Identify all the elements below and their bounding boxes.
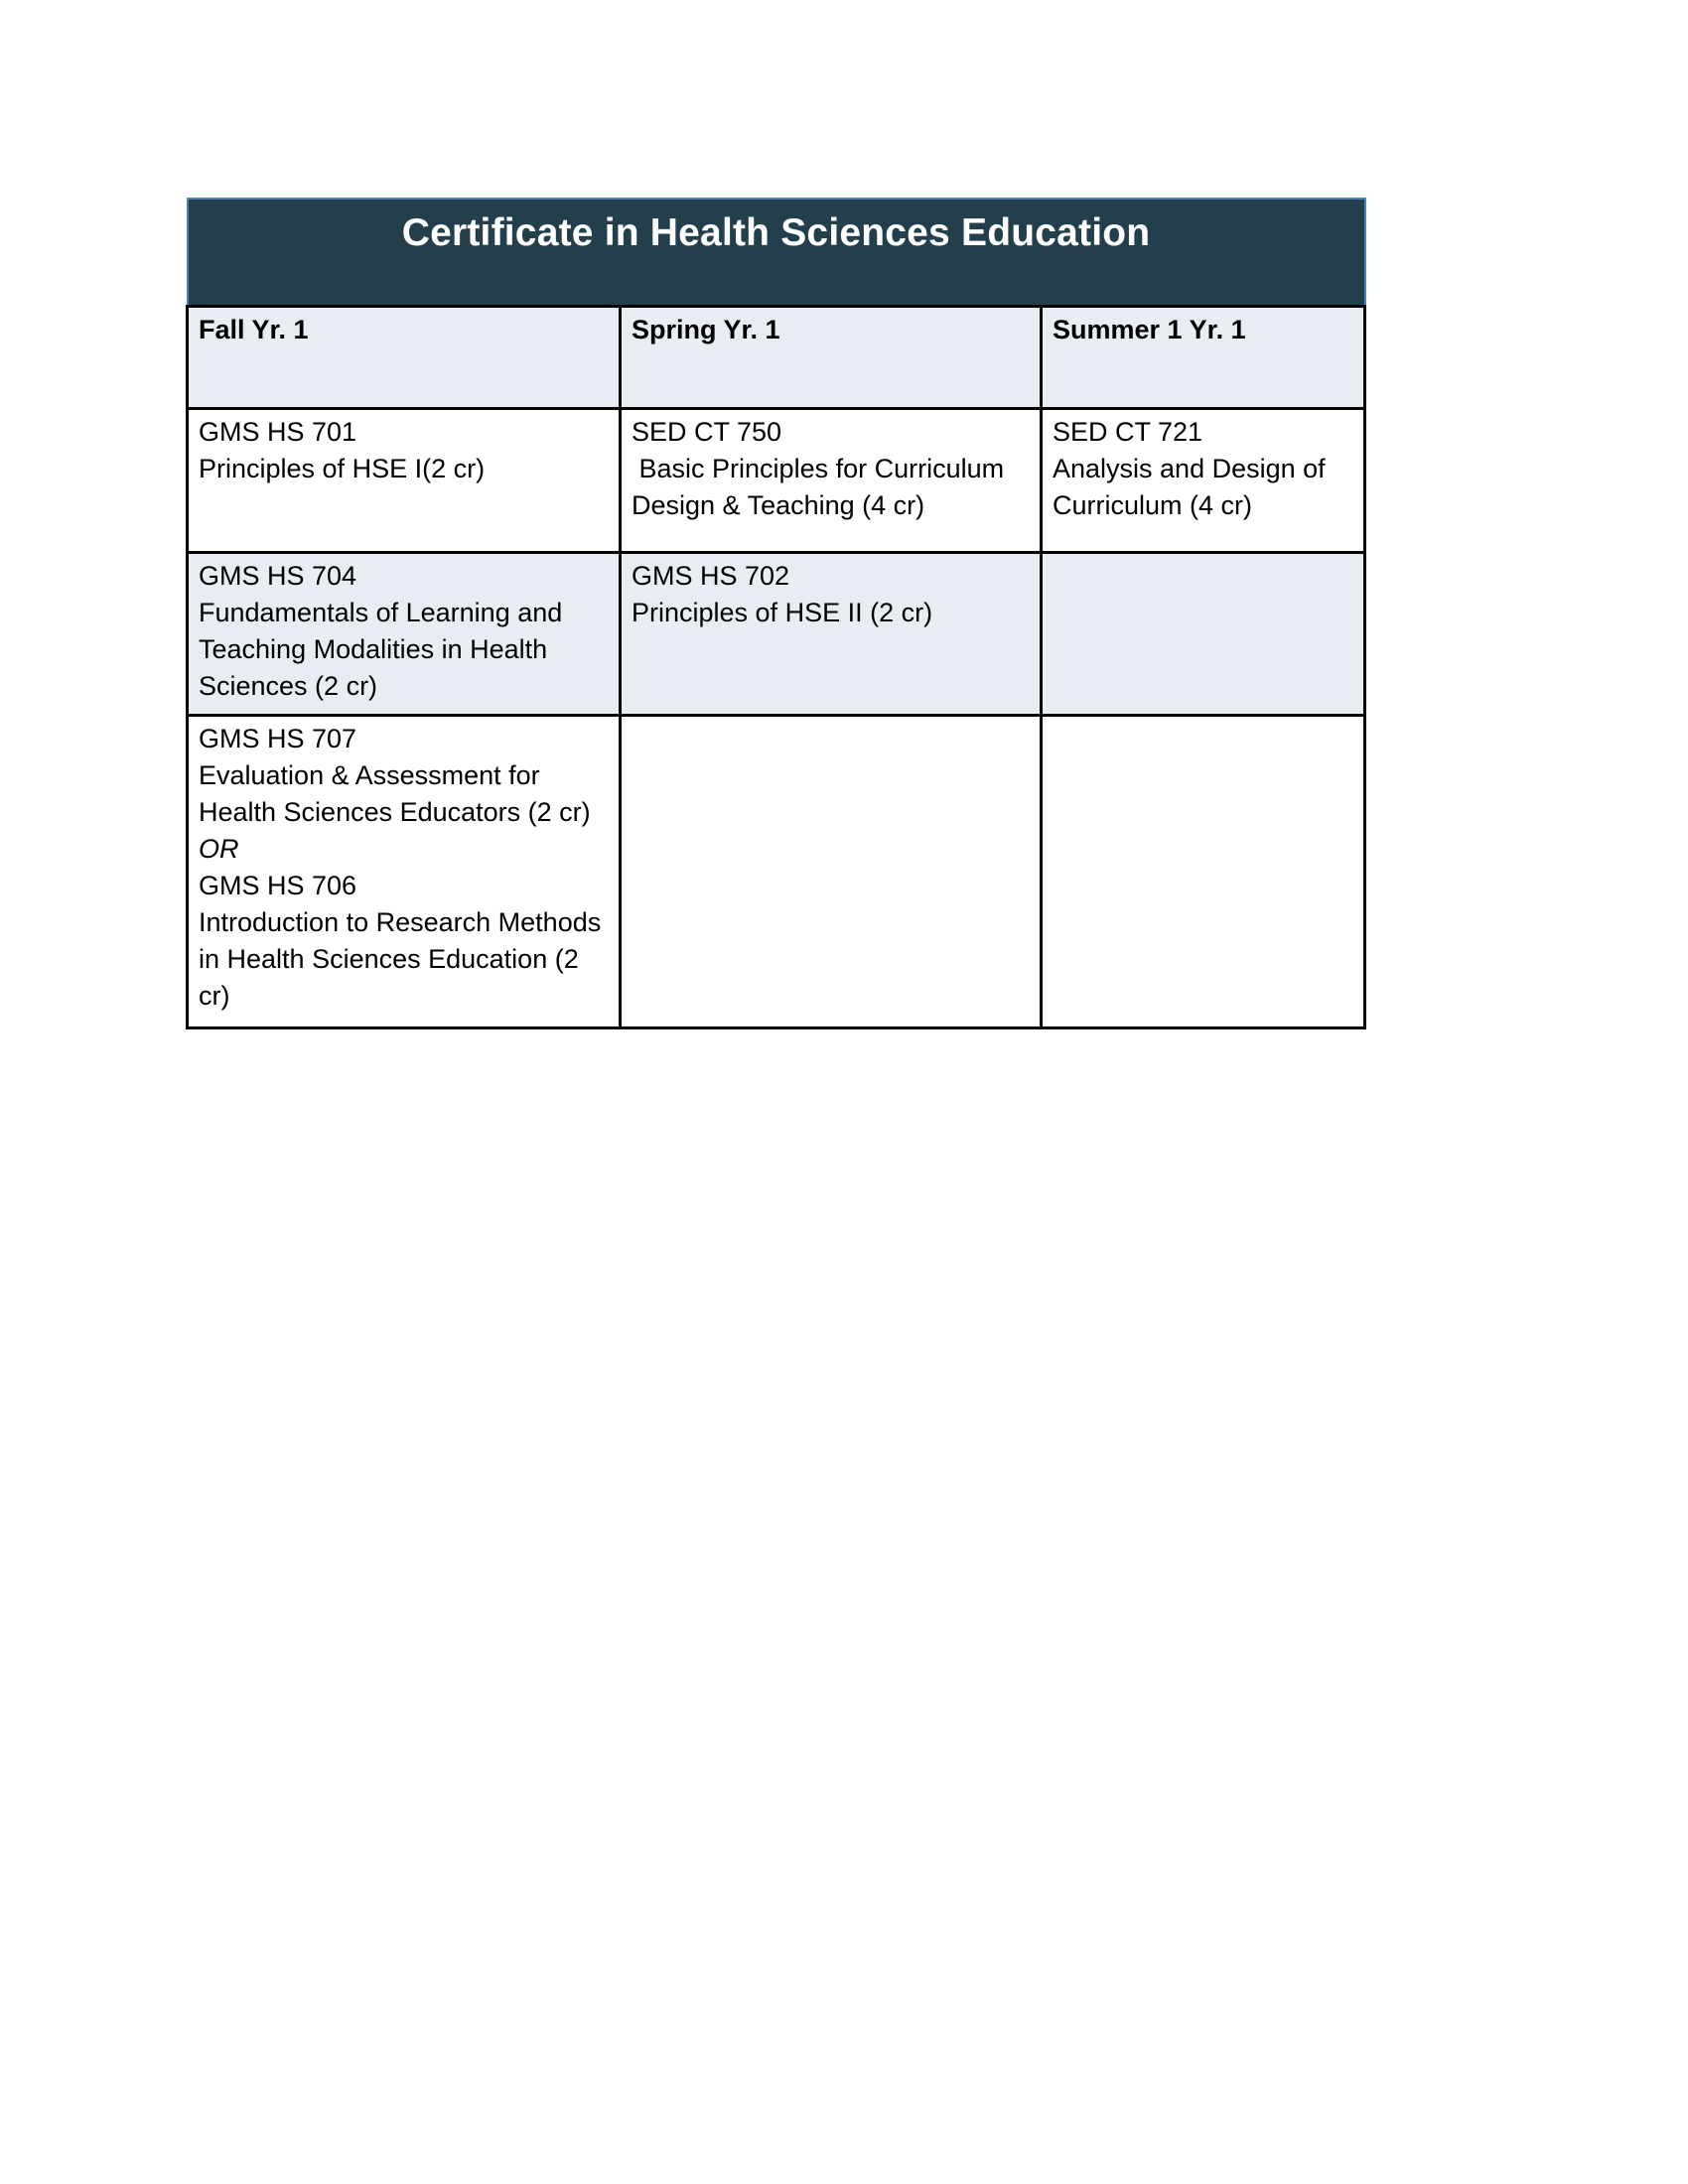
term-header-summer <box>1042 307 1365 409</box>
term-header-spring <box>621 307 1042 409</box>
empty-cell-summer-2 <box>1042 553 1365 716</box>
term-header-fall <box>188 307 621 409</box>
term-label: Summer 1 Yr. 1 <box>1053 315 1246 344</box>
course-code: SED CT 721 <box>1053 417 1203 447</box>
course-name: Analysis and Design of Curriculum (4 cr) <box>1053 454 1326 520</box>
course-code: SED CT 750 <box>632 417 782 447</box>
course-name: Basic Principles for Curriculum Design & Teaching (4 cr) <box>632 454 1012 520</box>
table-title: Certificate in Health Sciences Education <box>401 211 1151 254</box>
alt-course-name: Introduction to Research Methods in Health Sciences Education (2 cr) <box>199 907 602 1011</box>
course-name: Evaluation & Assessment for Health Sciences Educators (2 cr) <box>199 760 591 827</box>
course-option-connector: OR <box>199 834 239 864</box>
course-name: Principles of HSE II (2 cr) <box>632 598 933 627</box>
alt-course-code: GMS HS 706 <box>199 871 357 900</box>
course-cell-summer-1 <box>1042 409 1365 553</box>
course-code: GMS HS 704 <box>199 561 357 591</box>
course-name: Fundamentals of Learning and Teaching Modalities in Health Sciences (2 cr) <box>199 598 563 701</box>
certificate-course-table <box>186 198 1366 1029</box>
table-title-cell <box>188 199 1365 307</box>
course-cell-spring-2 <box>621 553 1042 716</box>
course-code: GMS HS 702 <box>632 561 790 591</box>
course-cell-fall-3 <box>188 716 621 1028</box>
term-label: Spring Yr. 1 <box>632 315 780 344</box>
empty-cell-spring-3 <box>621 716 1042 1028</box>
course-cell-fall-2 <box>188 553 621 716</box>
term-label: Fall Yr. 1 <box>199 315 309 344</box>
empty-cell-summer-3 <box>1042 716 1365 1028</box>
course-name: Principles of HSE I(2 cr) <box>199 454 486 483</box>
course-code: GMS HS 701 <box>199 417 357 447</box>
course-code: GMS HS 707 <box>199 724 357 753</box>
course-cell-fall-1 <box>188 409 621 553</box>
course-cell-spring-1 <box>621 409 1042 553</box>
